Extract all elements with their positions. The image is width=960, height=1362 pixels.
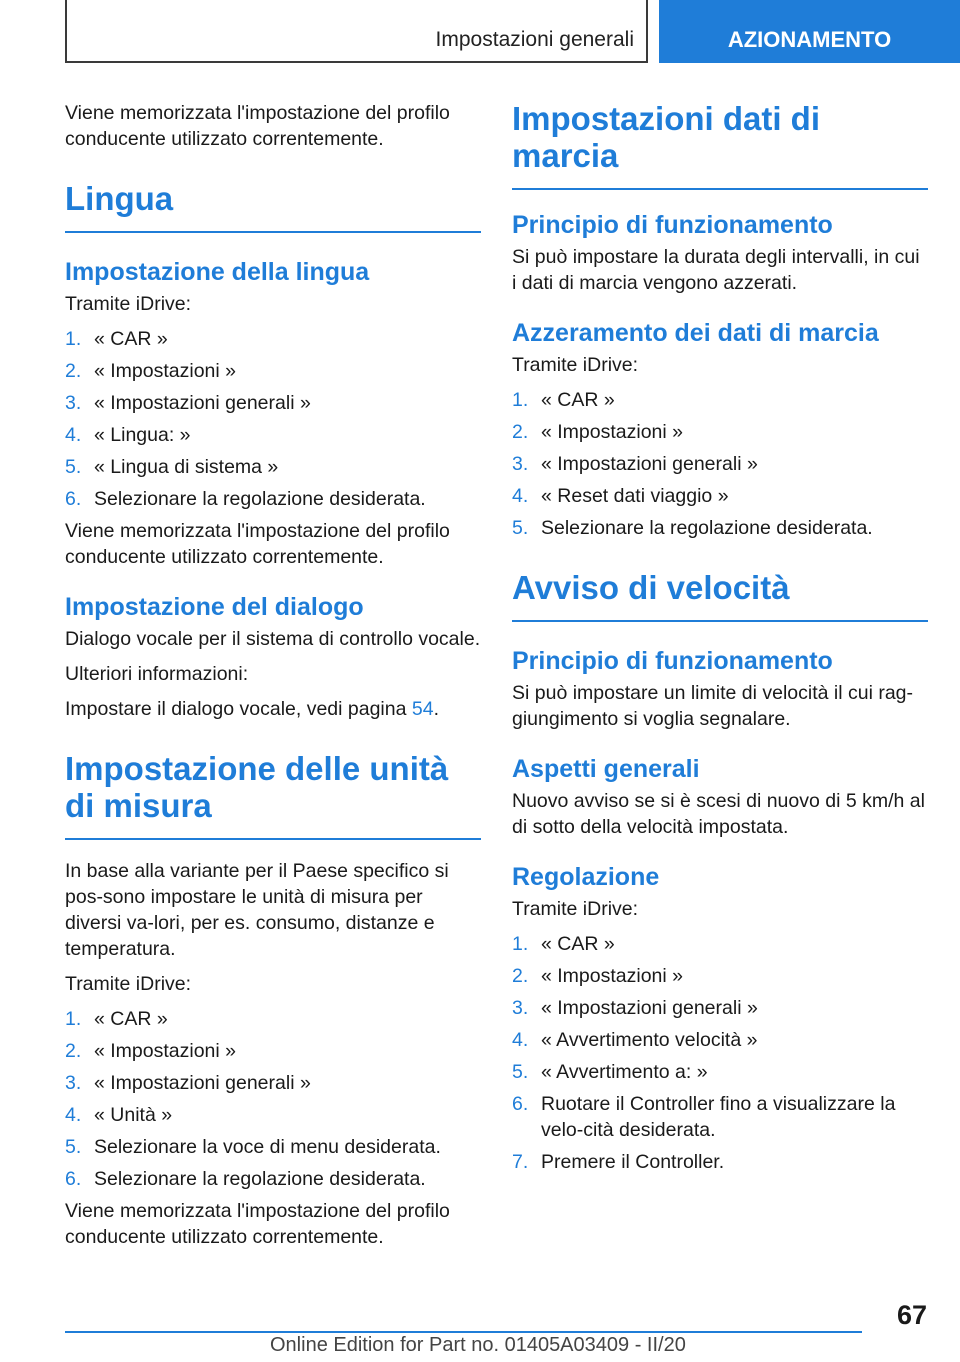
list-item — [65, 1134, 481, 1160]
list-item — [512, 995, 928, 1021]
step-text: « CAR » — [94, 1008, 168, 1030]
right-column — [512, 100, 928, 1181]
list-item — [65, 1102, 481, 1128]
speed-principle-heading: Principio di funzionamento — [512, 647, 833, 675]
step-text: « Avvertimento a: » — [541, 1061, 708, 1083]
step-text: « Impostazioni » — [541, 965, 683, 987]
step-number: 5. — [65, 456, 82, 478]
step-text: « Reset dati viaggio » — [541, 485, 729, 507]
header-section-box — [65, 0, 648, 63]
footer-edition: Online Edition for Part no. 01405A03409 - II/20 — [270, 1334, 686, 1356]
list-item — [512, 387, 928, 413]
step-number: 4. — [512, 1029, 529, 1051]
step-number: 6. — [65, 1168, 82, 1190]
list-item — [512, 1059, 928, 1085]
list-item — [512, 419, 928, 445]
units-steps — [65, 1006, 481, 1192]
step-number: 4. — [65, 424, 82, 446]
list-item — [512, 1091, 928, 1143]
step-number: 5. — [512, 1061, 529, 1083]
intro-text: Viene memorizzata l'impostazione del profilo conducente utilizzato correntemente. — [65, 102, 450, 150]
dialog-text-3 — [65, 696, 481, 722]
step-number: 5. — [512, 517, 529, 539]
language-note: Viene memorizzata l'impostazione del profilo conducente utilizzato correntemente. — [65, 520, 450, 568]
units-text: In base alla variante per il Paese specifico si pos-sono impostare le unità di misura per diversi va-lori, per es. consumo, distanze e temperatura. — [65, 860, 449, 960]
language-steps — [65, 326, 481, 512]
step-text: Selezionare la voce di menu desiderata. — [94, 1136, 441, 1158]
speed-warning-heading: Avviso di velocità — [512, 569, 928, 622]
step-text: Selezionare la regolazione desiderata. — [94, 488, 426, 510]
step-number: 2. — [512, 965, 529, 987]
step-text: « Impostazioni » — [94, 1040, 236, 1062]
step-number: 2. — [65, 360, 82, 382]
speed-adjust-heading: Regolazione — [512, 863, 660, 891]
list-item — [65, 1038, 481, 1064]
step-number: 2. — [512, 421, 529, 443]
step-number: 3. — [512, 997, 529, 1019]
step-text: « Avvertimento velocità » — [541, 1029, 758, 1051]
step-text: « Impostazioni generali » — [94, 392, 311, 414]
step-text: « Impostazioni generali » — [541, 997, 758, 1019]
page-number: 67 — [896, 1300, 927, 1330]
lingua-heading: Lingua — [65, 180, 481, 233]
trip-data-heading: Impostazioni dati di marcia — [512, 100, 928, 190]
trip-principle-heading: Principio di funzionamento — [512, 211, 833, 239]
step-number: 3. — [65, 392, 82, 414]
footer-divider — [65, 1331, 862, 1333]
step-text: « CAR » — [541, 933, 615, 955]
list-item — [512, 451, 928, 477]
units-via: Tramite iDrive: — [65, 973, 192, 995]
list-item — [65, 326, 481, 352]
step-number: 1. — [65, 328, 82, 350]
step-number: 1. — [65, 1008, 82, 1030]
step-number: 7. — [512, 1151, 529, 1173]
step-text: Selezionare la regolazione desiderata. — [94, 1168, 426, 1190]
step-text: « Lingua: » — [94, 424, 191, 446]
dialog-ref-text: Impostare il dialogo vocale, vedi pagina — [65, 698, 412, 720]
step-number: 3. — [65, 1072, 82, 1094]
list-item — [65, 1166, 481, 1192]
step-number: 3. — [512, 453, 529, 475]
list-item — [65, 1006, 481, 1032]
dialog-setting-heading: Impostazione del dialogo — [65, 593, 364, 621]
step-text: Selezionare la regolazione desiderata. — [541, 517, 873, 539]
step-text: « Impostazioni generali » — [94, 1072, 311, 1094]
speed-adjust-via: Tramite iDrive: — [512, 898, 639, 920]
step-number: 5. — [65, 1136, 82, 1158]
list-item — [65, 1070, 481, 1096]
list-item — [65, 454, 481, 480]
language-via: Tramite iDrive: — [65, 293, 192, 315]
list-item — [512, 963, 928, 989]
speed-general-heading: Aspetti generali — [512, 755, 700, 783]
list-item — [65, 422, 481, 448]
step-text: « CAR » — [541, 389, 615, 411]
list-item — [65, 390, 481, 416]
list-item — [512, 1027, 928, 1053]
language-setting-heading: Impostazione della lingua — [65, 258, 370, 286]
trip-reset-via: Tramite iDrive: — [512, 354, 639, 376]
header-chapter-label: AZIONAMENTO — [727, 27, 892, 52]
speed-adjust-steps — [512, 931, 928, 1175]
step-text: « Unità » — [94, 1104, 173, 1126]
page-link-54[interactable]: 54 — [411, 698, 434, 720]
list-item — [512, 931, 928, 957]
step-number: 2. — [65, 1040, 82, 1062]
list-item — [512, 483, 928, 509]
step-number: 1. — [512, 933, 529, 955]
header-chapter-tab — [659, 0, 960, 63]
dialog-text-2: Ulteriori informazioni: — [65, 663, 249, 685]
trip-reset-steps — [512, 387, 928, 541]
list-item — [512, 1149, 928, 1175]
header-section-title: Impostazioni generali — [435, 28, 634, 51]
list-item — [512, 515, 928, 541]
step-text: « Impostazioni » — [541, 421, 683, 443]
units-note: Viene memorizzata l'impostazione del profilo conducente utilizzato correntemente. — [65, 1200, 450, 1248]
list-item — [65, 486, 481, 512]
step-text: « CAR » — [94, 328, 168, 350]
trip-principle-text: Si può impostare la durata degli intervalli, in cui i dati di marcia vengono azzerati. — [512, 246, 920, 294]
step-number: 4. — [512, 485, 529, 507]
dialog-text-1: Dialogo vocale per il sistema di controllo vocale. — [65, 628, 481, 650]
trip-reset-heading: Azzeramento dei dati di marcia — [512, 319, 879, 347]
step-number: 6. — [65, 488, 82, 510]
step-number: 4. — [65, 1104, 82, 1126]
step-number: 6. — [512, 1093, 529, 1115]
step-text: Ruotare il Controller fino a visualizzare la velo-cità desiderata. — [541, 1093, 896, 1141]
left-column — [65, 100, 481, 1259]
step-text: « Impostazioni » — [94, 360, 236, 382]
speed-general-text: Nuovo avviso se si è scesi di nuovo di 5 km/h al di sotto della velocità impostata. — [512, 790, 925, 838]
page-header — [0, 0, 960, 66]
speed-principle-text: Si può impostare un limite di velocità il cui rag-giungimento si voglia segnalare. — [512, 682, 914, 730]
step-text: « Impostazioni generali » — [541, 453, 758, 475]
step-text: « Lingua di sistema » — [94, 456, 279, 478]
step-number: 1. — [512, 389, 529, 411]
dialog-ref-end: . — [433, 698, 440, 720]
list-item — [65, 358, 481, 384]
units-heading: Impostazione delle unità di misura — [65, 750, 481, 840]
step-text: Premere il Controller. — [541, 1151, 725, 1173]
